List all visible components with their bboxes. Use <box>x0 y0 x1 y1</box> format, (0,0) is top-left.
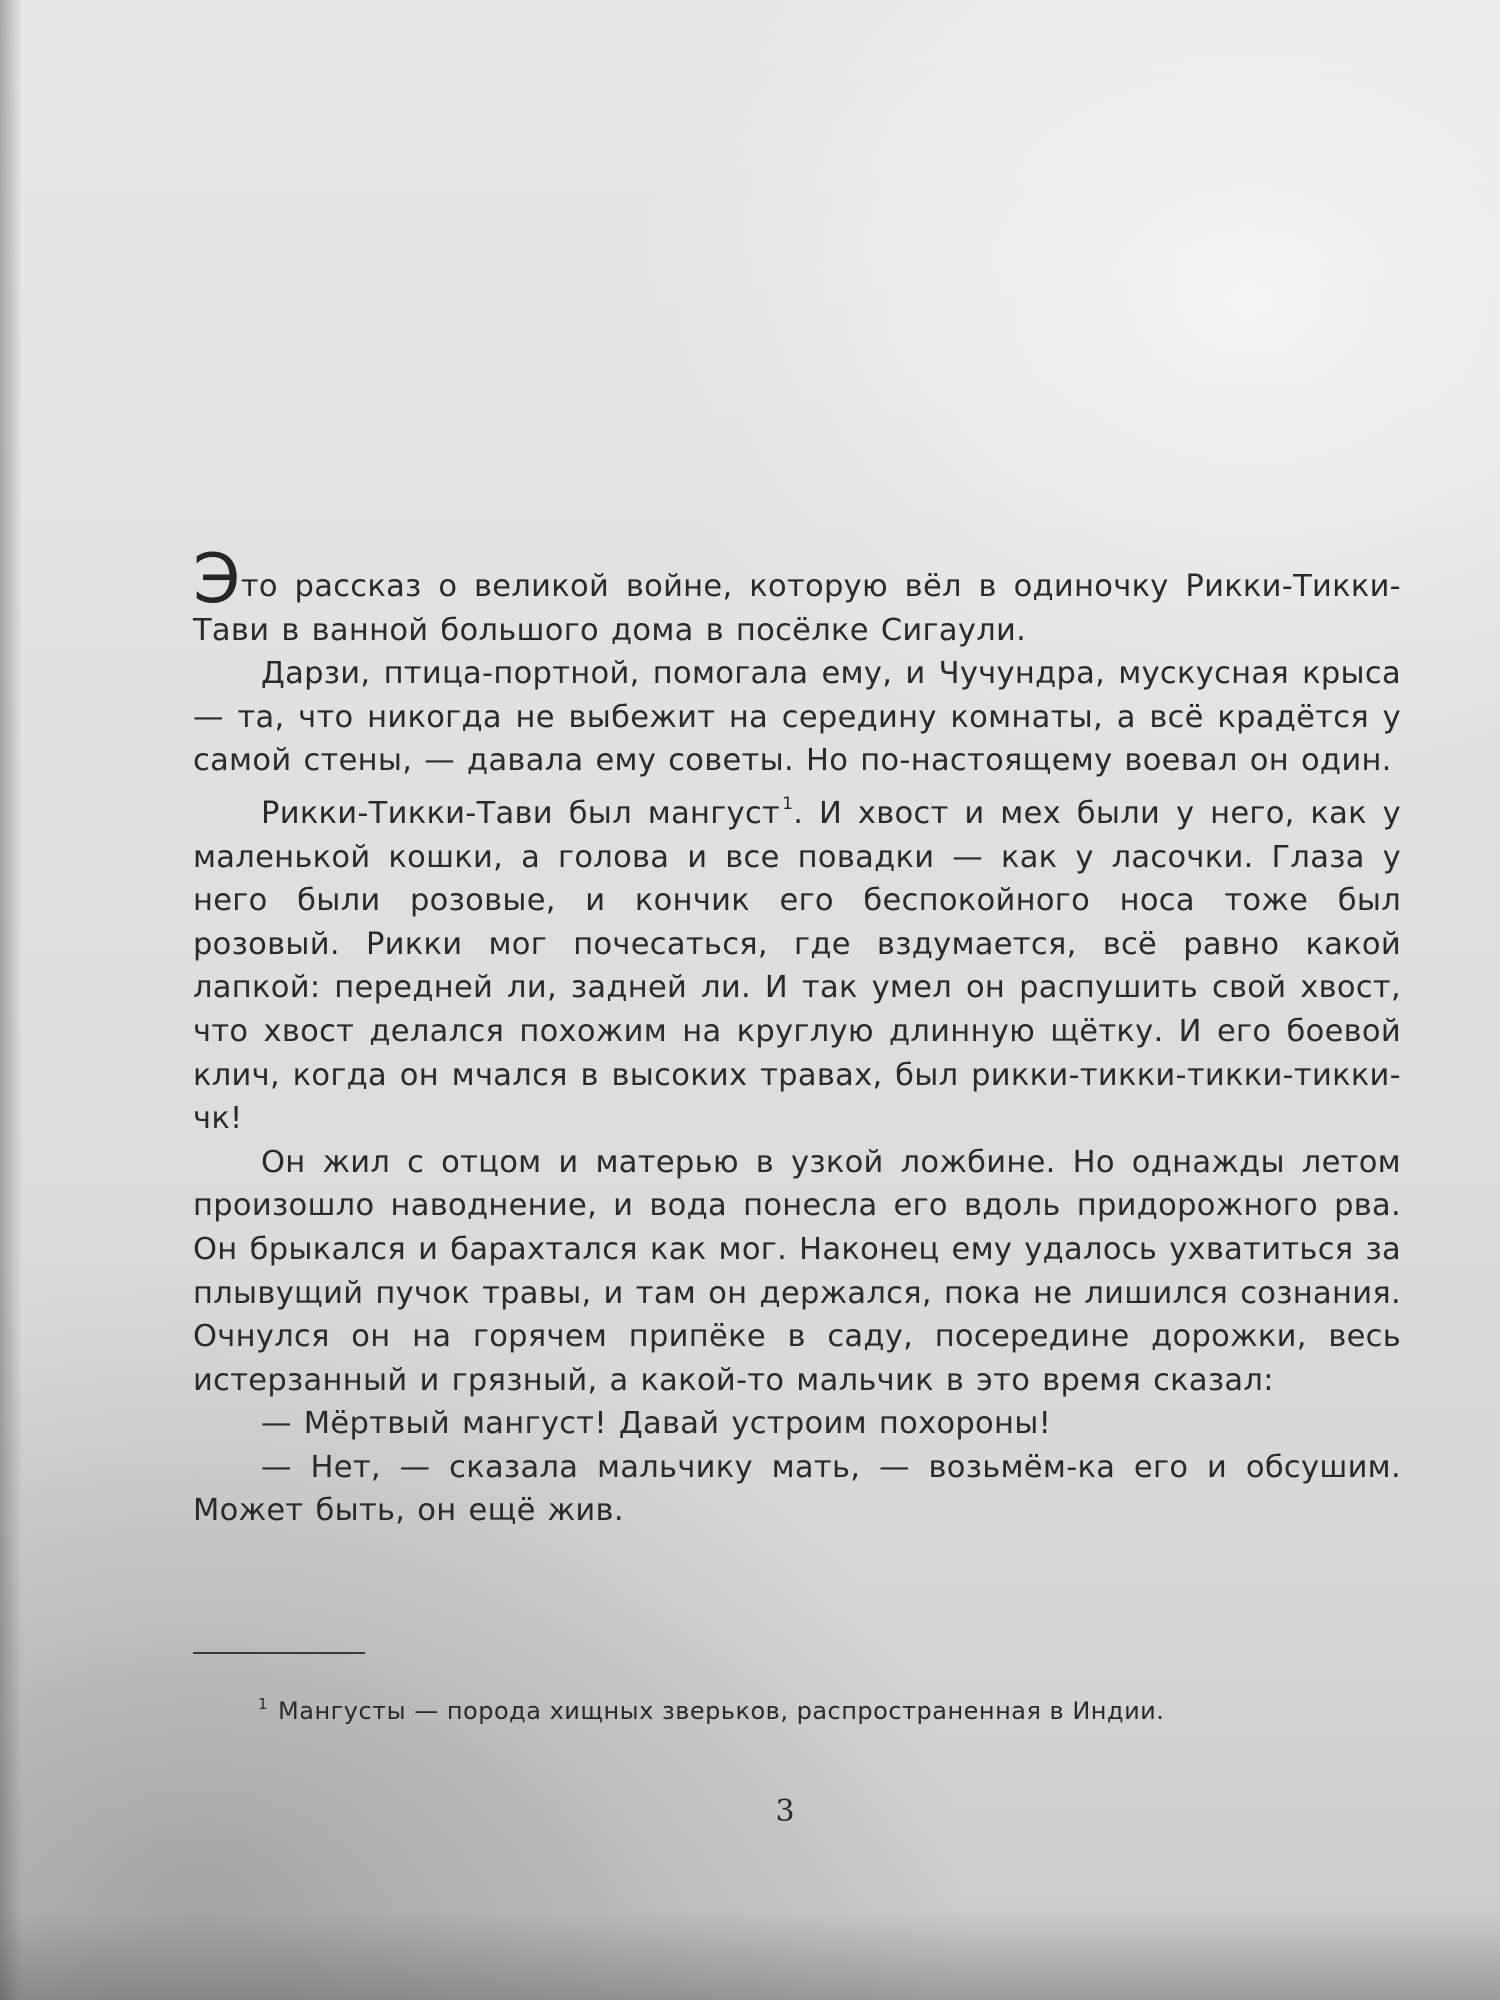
paragraph-3-text-end: . И хвост и мех были у него, как у маленькой кошки, а голова и все повадки — как у ласочки. Глаза у него были розовые, и кончик его беспокойного носа тоже был розовый. Рикки мог почесаться, где вздумается, всё равно какой лапкой: передней ли, задней ли. И так умел он распушить свой хвост, что хвост делался похожим на круглую длинную щётку. И его боевой клич, когда он мчался в высоких травах, был рикки-тикки-тикки-тикки-чк! <box>193 795 1401 1137</box>
footnote <box>258 1688 1408 1727</box>
paragraph-2: Дарзи, птица-портной, помогала ему, и Чучундра, мускусная крыса — та, что никогда не выбежит на середину комнаты, а всё крадётся у самой стены, — давала ему советы. Но по-настоящему воевал он один. <box>193 656 1401 779</box>
footnote-divider <box>193 1652 365 1654</box>
drop-cap: Э <box>193 540 241 619</box>
paragraph-3-text-start: Рикки-Тикки-Тави был мангуст <box>261 795 781 831</box>
bottom-shadow <box>0 1910 1500 2000</box>
paragraph-5: — Мёртвый мангуст! Давай устроим похороны! <box>261 1406 1052 1442</box>
binding-shadow <box>0 0 22 2000</box>
main-text <box>193 540 1401 1533</box>
paragraph-3 <box>193 783 1401 1141</box>
footnote-text: Мангусты — порода хищных зверьков, распространенная в Индии. <box>278 1697 1165 1725</box>
paragraph-4: Он жил с отцом и матерью в узкой ложбине. Но однажды летом произошло наводнение, и вода понесла его вдоль придорожного рва. Он брыкался и барахтался как мог. Наконец ему удалось ухватиться за плывущий пучок травы, и там он держался, пока не лишился сознания. Очнулся он на горячем припёке в саду, посередине дорожки, весь истерзанный и грязный, а какой-то мальчик в это время сказал: <box>193 1144 1401 1398</box>
paragraph-1-text: то рассказ о великой войне, которую вёл в одиночку Рикки-Тикки-Тави в ванной большого дома в посёлке Сигаули. <box>193 569 1401 648</box>
footnote-number: 1 <box>258 1695 269 1713</box>
paragraph-6: — Нет, — сказала мальчику мать, — возьмём-ка его и обсушим. Может быть, он ещё жив. <box>193 1449 1401 1529</box>
page-number: 3 <box>775 1794 795 1829</box>
footnote-reference-mark: 1 <box>782 793 794 814</box>
paragraph-1 <box>193 540 1401 652</box>
